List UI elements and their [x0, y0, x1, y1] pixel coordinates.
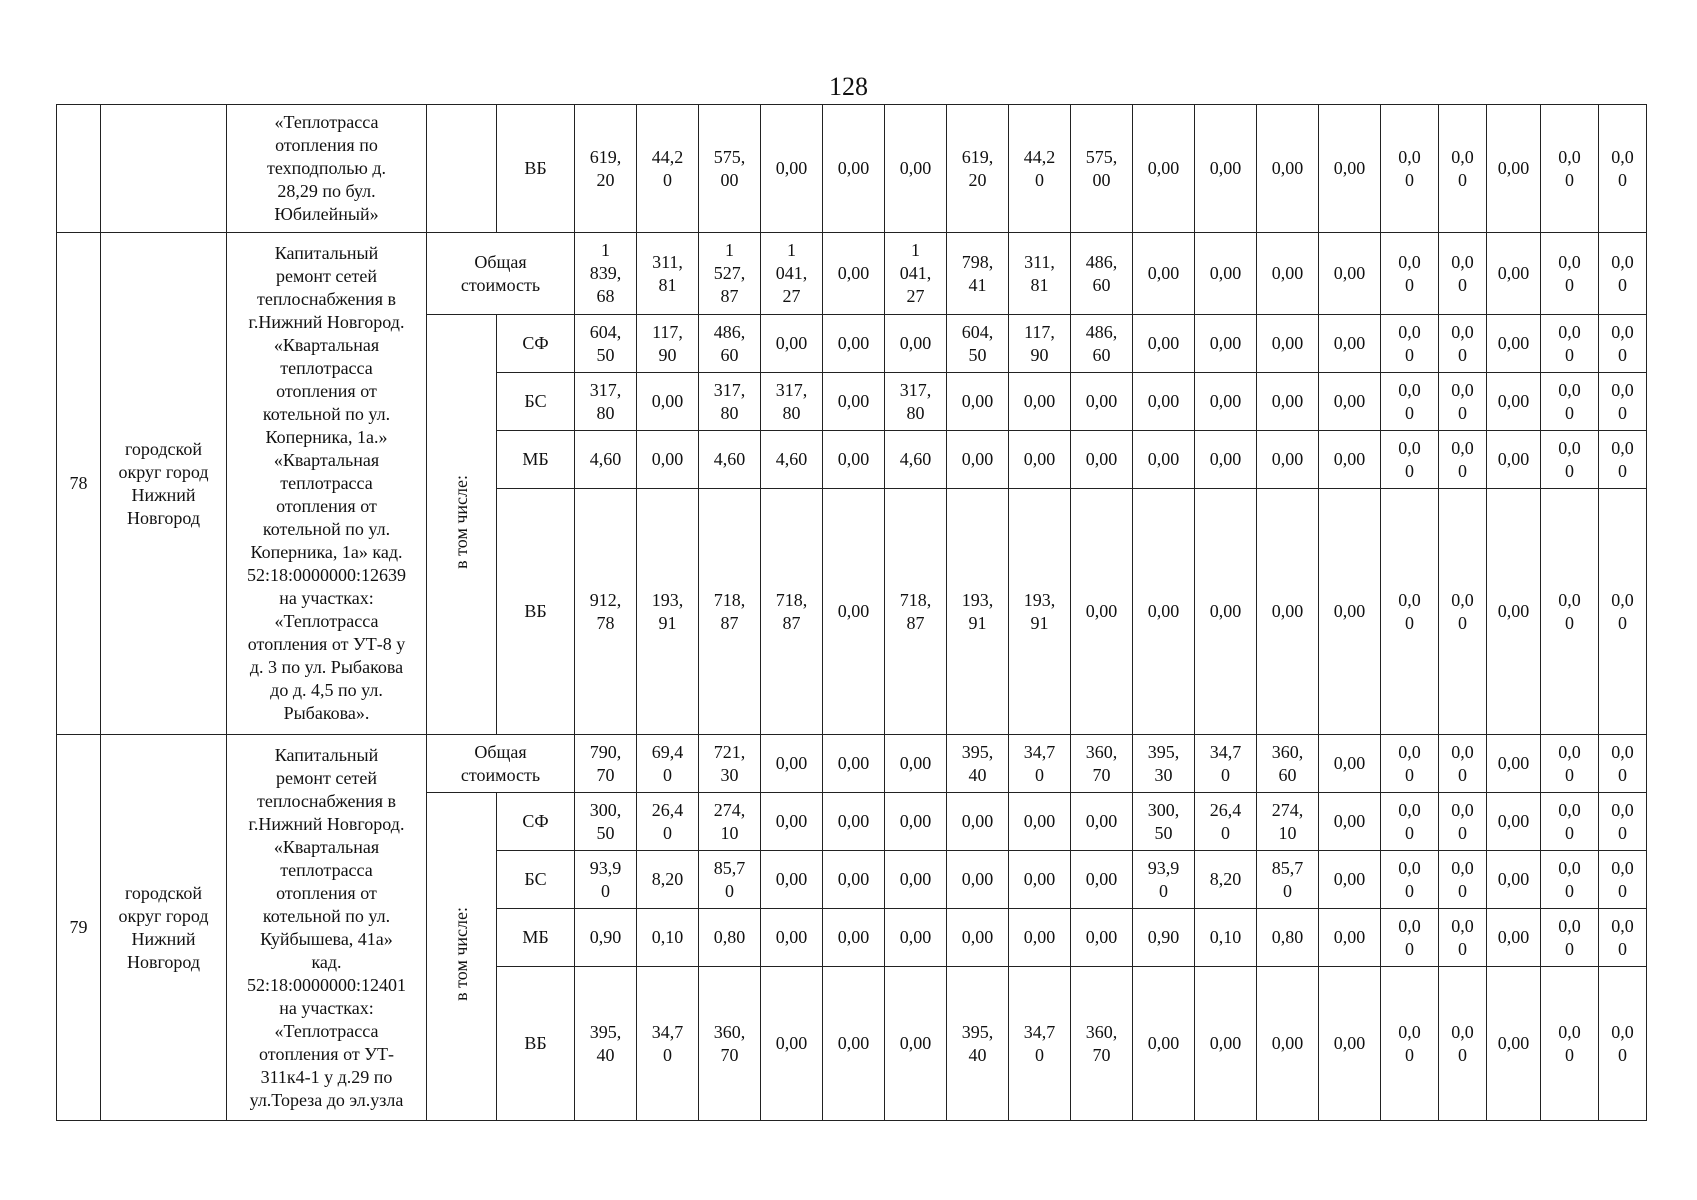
value-cell: 0,00: [1195, 489, 1257, 735]
value-cell: 0,00: [1071, 489, 1133, 735]
value-cell: 0,00: [1195, 967, 1257, 1121]
value-cell: 0,0 0: [1381, 967, 1439, 1121]
funding-type: ВБ: [497, 105, 575, 233]
value-cell: 0,00: [637, 431, 699, 489]
value-cell: 0,00: [1319, 489, 1381, 735]
value-cell: 486, 60: [1071, 315, 1133, 373]
value-cell: 44,2 0: [637, 105, 699, 233]
value-cell: 718, 87: [885, 489, 947, 735]
value-cell: 0,00: [1319, 793, 1381, 851]
including-label-cell: [427, 793, 497, 1121]
value-cell: 317, 80: [885, 373, 947, 431]
value-cell: 0,00: [1487, 489, 1541, 735]
value-cell: 0,0 0: [1381, 793, 1439, 851]
value-cell: 0,00: [1487, 373, 1541, 431]
municipality-name: городской округ город Нижний Новгород: [101, 735, 227, 1121]
value-cell: 0,00: [1257, 315, 1319, 373]
value-cell: 0,00: [1133, 315, 1195, 373]
value-cell: 0,0 0: [1439, 793, 1487, 851]
value-cell: 0,0 0: [1439, 233, 1487, 315]
value-cell: 34,7 0: [1195, 735, 1257, 793]
value-cell: 0,0 0: [1439, 105, 1487, 233]
value-cell: 619, 20: [575, 105, 637, 233]
value-cell: 85,7 0: [1257, 851, 1319, 909]
value-cell: 0,10: [1195, 909, 1257, 967]
value-cell: 4,60: [699, 431, 761, 489]
value-cell: 311, 81: [1009, 233, 1071, 315]
value-cell: 360, 70: [1071, 735, 1133, 793]
value-cell: 0,00: [885, 735, 947, 793]
value-cell: 0,00: [1195, 233, 1257, 315]
row-number: 79: [57, 735, 101, 1121]
value-cell: 34,7 0: [1009, 735, 1071, 793]
group-label-cell: [427, 105, 497, 233]
value-cell: 0,00: [1487, 315, 1541, 373]
value-cell: 0,90: [575, 909, 637, 967]
value-cell: 0,00: [761, 967, 823, 1121]
value-cell: 0,00: [1257, 489, 1319, 735]
value-cell: 0,00: [1319, 233, 1381, 315]
value-cell: 0,00: [1319, 105, 1381, 233]
including-label-cell: [427, 315, 497, 735]
value-cell: 0,00: [823, 967, 885, 1121]
value-cell: 0,00: [1133, 233, 1195, 315]
value-cell: 0,00: [1319, 851, 1381, 909]
table-row: [57, 233, 1697, 315]
funding-type: МБ: [497, 431, 575, 489]
value-cell: 0,0 0: [1439, 735, 1487, 793]
value-cell: 0,0 0: [1439, 967, 1487, 1121]
value-cell: 0,00: [823, 909, 885, 967]
value-cell: 0,00: [823, 489, 885, 735]
value-cell: 575, 00: [699, 105, 761, 233]
value-cell: 0,00: [1133, 105, 1195, 233]
value-cell: 619, 20: [947, 105, 1009, 233]
row-number: 78: [57, 233, 101, 735]
value-cell: 0,00: [1487, 793, 1541, 851]
value-cell: 0,00: [885, 967, 947, 1121]
value-cell: 486, 60: [1071, 233, 1133, 315]
value-cell: 798, 41: [947, 233, 1009, 315]
value-cell: 0,00: [761, 851, 823, 909]
value-cell: 0,0 0: [1541, 315, 1599, 373]
value-cell: 0,00: [1133, 489, 1195, 735]
including-label: в том числе:: [451, 474, 471, 569]
value-cell: 718, 87: [699, 489, 761, 735]
value-cell: 360, 70: [699, 967, 761, 1121]
value-cell: 790, 70: [575, 735, 637, 793]
value-cell: 395, 30: [1133, 735, 1195, 793]
value-cell: 360, 70: [1071, 967, 1133, 1121]
value-cell: 0,00: [1071, 373, 1133, 431]
value-cell: 193, 91: [1009, 489, 1071, 735]
value-cell: 311, 81: [637, 233, 699, 315]
value-cell: 0,00: [947, 851, 1009, 909]
value-cell: 34,7 0: [637, 967, 699, 1121]
value-cell: 317, 80: [575, 373, 637, 431]
value-cell: 0,0 0: [1599, 967, 1647, 1121]
value-cell: 0,0 0: [1439, 851, 1487, 909]
value-cell: 93,9 0: [1133, 851, 1195, 909]
value-cell: 0,0 0: [1439, 489, 1487, 735]
value-cell: 0,0 0: [1439, 431, 1487, 489]
value-cell: 0,00: [947, 431, 1009, 489]
value-cell: 0,00: [1009, 851, 1071, 909]
value-cell: 0,00: [1009, 793, 1071, 851]
value-cell: 0,0 0: [1439, 315, 1487, 373]
value-cell: 395, 40: [947, 735, 1009, 793]
value-cell: 0,0 0: [1599, 105, 1647, 233]
value-cell: 0,00: [1487, 431, 1541, 489]
value-cell: 0,00: [1257, 373, 1319, 431]
value-cell: 0,00: [823, 105, 885, 233]
value-cell: 0,00: [1319, 967, 1381, 1121]
value-cell: 0,0 0: [1381, 105, 1439, 233]
value-cell: 0,00: [1071, 793, 1133, 851]
value-cell: 117, 90: [637, 315, 699, 373]
value-cell: 0,0 0: [1599, 315, 1647, 373]
value-cell: 0,00: [1257, 967, 1319, 1121]
value-cell: 0,00: [1195, 373, 1257, 431]
value-cell: 0,00: [1319, 735, 1381, 793]
value-cell: 0,0 0: [1541, 105, 1599, 233]
value-cell: 721, 30: [699, 735, 761, 793]
value-cell: 486, 60: [699, 315, 761, 373]
value-cell: 0,0 0: [1381, 315, 1439, 373]
value-cell: 0,00: [1009, 909, 1071, 967]
value-cell: 193, 91: [947, 489, 1009, 735]
value-cell: 0,00: [1257, 233, 1319, 315]
value-cell: 0,00: [823, 315, 885, 373]
value-cell: 85,7 0: [699, 851, 761, 909]
value-cell: 0,0 0: [1599, 489, 1647, 735]
value-cell: 912, 78: [575, 489, 637, 735]
value-cell: 0,0 0: [1439, 909, 1487, 967]
value-cell: 0,00: [761, 105, 823, 233]
including-label: в том числе:: [451, 906, 471, 1001]
value-cell: 360, 60: [1257, 735, 1319, 793]
funding-type: СФ: [497, 793, 575, 851]
value-cell: 0,00: [1071, 431, 1133, 489]
funding-type: ВБ: [497, 967, 575, 1121]
value-cell: 0,0 0: [1541, 735, 1599, 793]
value-cell: 0,00: [761, 735, 823, 793]
value-cell: 0,0 0: [1541, 909, 1599, 967]
value-cell: 0,00: [947, 909, 1009, 967]
value-cell: 0,80: [1257, 909, 1319, 967]
funding-type: СФ: [497, 315, 575, 373]
value-cell: 0,0 0: [1381, 431, 1439, 489]
value-cell: 0,0 0: [1439, 373, 1487, 431]
value-cell: 0,0 0: [1541, 967, 1599, 1121]
value-cell: 0,00: [885, 909, 947, 967]
value-cell: 0,00: [637, 373, 699, 431]
value-cell: 0,00: [1133, 431, 1195, 489]
value-cell: 26,4 0: [1195, 793, 1257, 851]
value-cell: 274, 10: [1257, 793, 1319, 851]
value-cell: 0,00: [1195, 431, 1257, 489]
value-cell: 575, 00: [1071, 105, 1133, 233]
total-cost-label: Общая стоимость: [427, 735, 575, 793]
value-cell: 0,00: [1133, 373, 1195, 431]
value-cell: 604, 50: [575, 315, 637, 373]
value-cell: 0,00: [1257, 431, 1319, 489]
value-cell: 0,00: [1319, 909, 1381, 967]
value-cell: 0,0 0: [1541, 489, 1599, 735]
value-cell: 274, 10: [699, 793, 761, 851]
value-cell: 4,60: [575, 431, 637, 489]
value-cell: 0,00: [885, 793, 947, 851]
object-description: Капитальный ремонт сетей теплоснабжения в г.Нижний Новгород. «Квартальная теплотрасса отопления от котельной по ул. Куйбышева, 41а» кад. 52:18:0000000:12401 на участках: «Теплотрасса отопления от УТ- 311к4-1 у д.29 по ул.Тореза до эл.узла: [227, 735, 427, 1121]
value-cell: 317, 80: [761, 373, 823, 431]
value-cell: 0,00: [823, 735, 885, 793]
value-cell: 0,00: [885, 105, 947, 233]
value-cell: 0,00: [823, 233, 885, 315]
value-cell: 0,00: [761, 793, 823, 851]
value-cell: 0,80: [699, 909, 761, 967]
value-cell: 0,0 0: [1381, 373, 1439, 431]
value-cell: 0,00: [1257, 105, 1319, 233]
page-number: 128: [829, 72, 868, 101]
value-cell: 0,00: [885, 315, 947, 373]
value-cell: 0,00: [1009, 431, 1071, 489]
value-cell: 0,0 0: [1541, 233, 1599, 315]
value-cell: 34,7 0: [1009, 967, 1071, 1121]
value-cell: 0,0 0: [1599, 851, 1647, 909]
value-cell: 0,00: [1487, 233, 1541, 315]
table-row: [57, 105, 1697, 233]
value-cell: 0,0 0: [1381, 233, 1439, 315]
value-cell: 0,00: [1487, 105, 1541, 233]
value-cell: 0,0 0: [1381, 735, 1439, 793]
funding-type: БС: [497, 851, 575, 909]
value-cell: 317, 80: [699, 373, 761, 431]
value-cell: 44,2 0: [1009, 105, 1071, 233]
value-cell: 0,00: [823, 431, 885, 489]
value-cell: 0,00: [1319, 431, 1381, 489]
value-cell: 604, 50: [947, 315, 1009, 373]
value-cell: 0,0 0: [1599, 431, 1647, 489]
value-cell: 0,00: [823, 851, 885, 909]
value-cell: 0,00: [1195, 315, 1257, 373]
value-cell: 4,60: [885, 431, 947, 489]
value-cell: 0,0 0: [1541, 431, 1599, 489]
value-cell: 1 041, 27: [885, 233, 947, 315]
value-cell: 0,00: [1009, 373, 1071, 431]
value-cell: 0,00: [947, 373, 1009, 431]
value-cell: 0,00: [1133, 967, 1195, 1121]
value-cell: 0,00: [761, 315, 823, 373]
municipality-name: городской округ город Нижний Новгород: [101, 233, 227, 735]
value-cell: 0,0 0: [1599, 909, 1647, 967]
value-cell: 0,00: [1487, 967, 1541, 1121]
object-description: Капитальный ремонт сетей теплоснабжения в г.Нижний Новгород. «Квартальная теплотрасса отопления от котельной по ул. Коперника, 1а.» «Квартальная теплотрасса отопления от котельной по ул. Коперника, 1а» кад. 52:18:0000000:12639 на участках: «Теплотрасса отопления от УТ-8 у д. 3 по ул. Рыбакова до д. 4,5 по ул. Рыбакова».: [227, 233, 427, 735]
value-cell: 0,0 0: [1381, 489, 1439, 735]
value-cell: 1 041, 27: [761, 233, 823, 315]
value-cell: 4,60: [761, 431, 823, 489]
total-cost-label: Общая стоимость: [427, 233, 575, 315]
value-cell: 0,0 0: [1599, 373, 1647, 431]
value-cell: 93,9 0: [575, 851, 637, 909]
value-cell: 0,00: [761, 909, 823, 967]
value-cell: 0,00: [1195, 105, 1257, 233]
funding-type: ВБ: [497, 489, 575, 735]
object-description: «Теплотрасса отопления по техподполью д. 28,29 по бул. Юбилейный»: [227, 105, 427, 233]
value-cell: 300, 50: [575, 793, 637, 851]
value-cell: 0,00: [1319, 315, 1381, 373]
value-cell: 0,0 0: [1541, 793, 1599, 851]
value-cell: 300, 50: [1133, 793, 1195, 851]
value-cell: 0,00: [1071, 909, 1133, 967]
value-cell: 395, 40: [575, 967, 637, 1121]
row-number-cell: [57, 105, 101, 233]
value-cell: 1 839, 68: [575, 233, 637, 315]
value-cell: 0,0 0: [1381, 909, 1439, 967]
value-cell: 0,0 0: [1599, 793, 1647, 851]
municipality-cell: [101, 105, 227, 233]
value-cell: 718, 87: [761, 489, 823, 735]
funding-type: МБ: [497, 909, 575, 967]
value-cell: 0,00: [1487, 735, 1541, 793]
value-cell: 0,00: [885, 851, 947, 909]
value-cell: 0,10: [637, 909, 699, 967]
value-cell: 0,00: [1319, 373, 1381, 431]
value-cell: 395, 40: [947, 967, 1009, 1121]
value-cell: 69,4 0: [637, 735, 699, 793]
value-cell: 1 527, 87: [699, 233, 761, 315]
value-cell: 0,00: [823, 373, 885, 431]
value-cell: 0,00: [1071, 851, 1133, 909]
value-cell: 117, 90: [1009, 315, 1071, 373]
value-cell: 193, 91: [637, 489, 699, 735]
funding-type: БС: [497, 373, 575, 431]
value-cell: 0,00: [947, 793, 1009, 851]
value-cell: 0,00: [1487, 909, 1541, 967]
value-cell: 0,00: [1487, 851, 1541, 909]
value-cell: 26,4 0: [637, 793, 699, 851]
value-cell: 0,00: [823, 793, 885, 851]
budget-table: [56, 104, 1697, 1121]
value-cell: 0,90: [1133, 909, 1195, 967]
table-row: [57, 735, 1697, 793]
value-cell: 0,0 0: [1541, 851, 1599, 909]
value-cell: 8,20: [1195, 851, 1257, 909]
value-cell: 0,0 0: [1599, 233, 1647, 315]
value-cell: 0,0 0: [1381, 851, 1439, 909]
value-cell: 8,20: [637, 851, 699, 909]
value-cell: 0,0 0: [1599, 735, 1647, 793]
value-cell: 0,0 0: [1541, 373, 1599, 431]
